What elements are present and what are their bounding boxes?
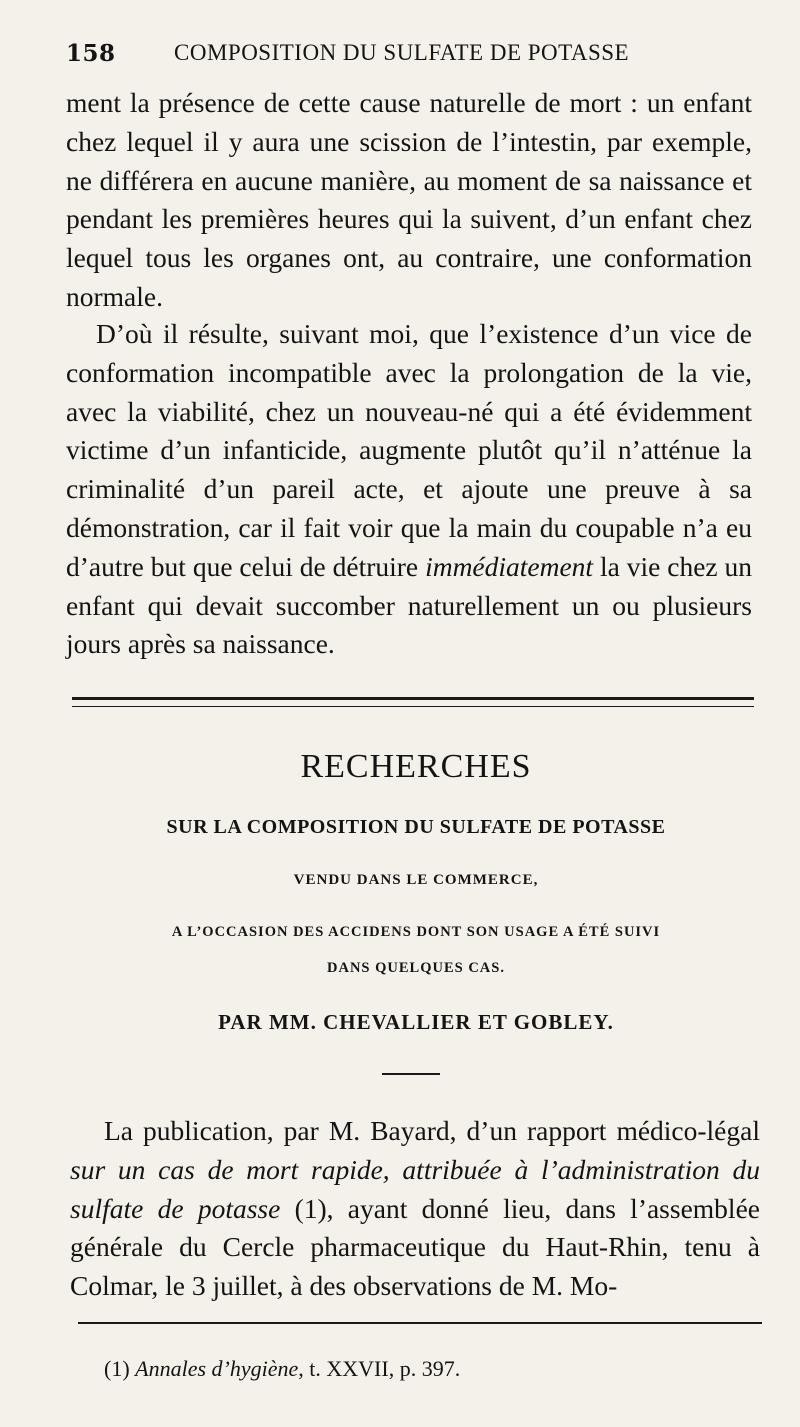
title-rule: [382, 1073, 440, 1075]
article-authors: PAR MM. CHEVALLIER ET GOBLEY.: [218, 1010, 614, 1034]
footnote-reference: , t. XXVII, p. 397.: [298, 1356, 461, 1381]
paragraph-conclusion-text: D’où il résulte, suivant moi, que l’existence d’un vice de conformation incompatible avec la prolongation de la vie, avec la viabilité, chez un nouveau-né qui a été évidemment victime d’un infanticide, augmente plutôt qu’il n’atténue la criminalité d’un pareil acte, et ajoute une preuve à sa démonstration, car il fait voir que la main du coupable n’a eu d’autre but que celui de détruire: [66, 318, 752, 582]
article-subtitle-line-1: VENDU DANS LE COMMERCE,: [293, 872, 539, 888]
paragraph-conclusion-end: la vie chez un enfant qui devait succomber naturellement un ou plusieurs jours après sa naissance.: [66, 550, 753, 660]
article-subtitle-line-2: A L’OCCASION DES ACCIDENS DONT SON USAGE A ÉTÉ SUIVI: [171, 924, 661, 940]
paragraph-conclusion: [66, 315, 752, 664]
article-title: RECHERCHES: [300, 748, 532, 785]
footnote: [104, 1356, 460, 1382]
paragraph-continued: ment la présence de cette cause naturelle de mort : un enfant chez lequel il y aura une scission de l’intestin, par exemple, ne différera en aucune manière, au moment de sa naissance et pendant les premières heures qui la suivent, d’un enfant chez lequel tous les organes ont, au contraire, une conformation normale.: [66, 87, 752, 312]
article-subtitle: SUR LA COMPOSITION DU SULFATE DE POTASSE: [166, 816, 666, 838]
article-paragraph-end: (1), ayant donné lieu, dans l’assemblée générale du Cercle pharmaceutique du Haut-Rhin, tenu à Colmar, le 3 juillet, à des observations de M. Mo-: [70, 1192, 760, 1302]
article-paragraph-text: La publication, par M. Bayard, d’un rapport médico-légal: [104, 1115, 760, 1146]
section-divider: [72, 697, 754, 707]
article-subtitle-line-3: DANS QUELQUES CAS.: [327, 960, 505, 976]
running-title: COMPOSITION DU SULFATE DE POTASSE: [174, 40, 630, 65]
article-paragraph-italic: sur un cas de mort rapide, attribuée à l’administration du sulfate de potasse: [70, 1153, 760, 1224]
footnote-marker: (1): [104, 1356, 130, 1381]
footnote-rule: [78, 1322, 762, 1324]
footnote-source: Annales d’hygiène: [135, 1356, 299, 1381]
article-paragraph: [70, 1112, 760, 1306]
paragraph-conclusion-emphasis: immédiatement: [425, 550, 594, 582]
page-number: 158: [66, 40, 116, 67]
